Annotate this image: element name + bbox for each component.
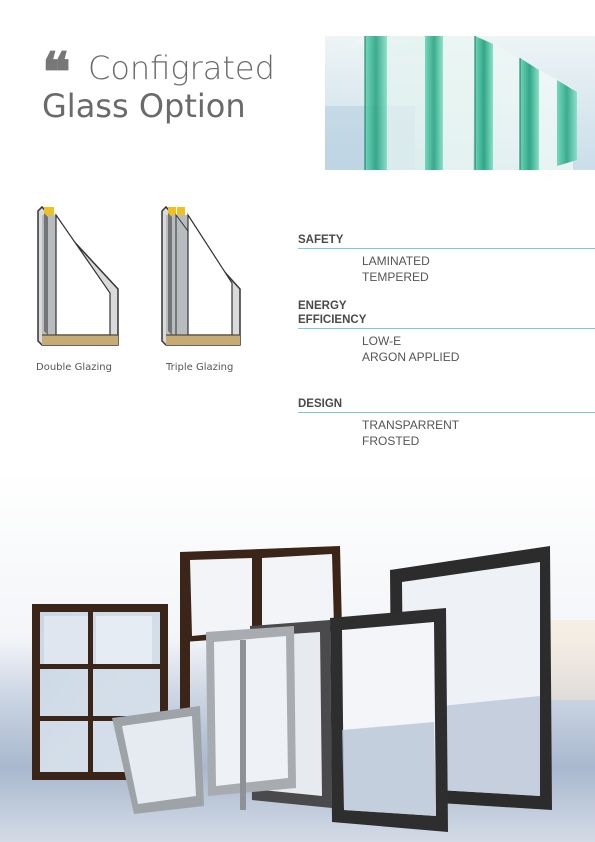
safety-section [298, 233, 595, 285]
title-line-1: Configrated [88, 49, 275, 87]
option-tempered: TEMPERED [362, 270, 429, 284]
window-frames-photo [0, 470, 595, 842]
option-argon-applied: ARGON APPLIED [362, 350, 460, 364]
double-glazing-icon [36, 205, 126, 350]
option-frosted: FROSTED [362, 434, 420, 448]
energy-heading-line-2: EFFICIENCY [298, 314, 367, 326]
quote-mark-icon: ❛❛ [42, 40, 65, 104]
title-line-2: Glass Option [42, 87, 246, 125]
glass-edge-photo [325, 36, 595, 170]
energy-efficiency-section [298, 299, 595, 365]
section-divider [298, 328, 595, 329]
energy-heading-line-1: ENERGY [298, 300, 347, 312]
option-laminated: LAMINATED [362, 254, 430, 268]
option-transparent: TRANSPARRENT [362, 418, 460, 432]
option-low-e: LOW-E [362, 334, 402, 348]
section-divider [298, 248, 595, 249]
design-heading: DESIGN [298, 398, 343, 410]
design-section [298, 397, 595, 449]
safety-heading: SAFETY [298, 234, 344, 246]
double-glazing-label: Double Glazing [36, 362, 112, 373]
section-divider [298, 412, 595, 413]
triple-glazing-icon [160, 205, 250, 350]
triple-glazing-label: Triple Glazing [166, 362, 234, 373]
